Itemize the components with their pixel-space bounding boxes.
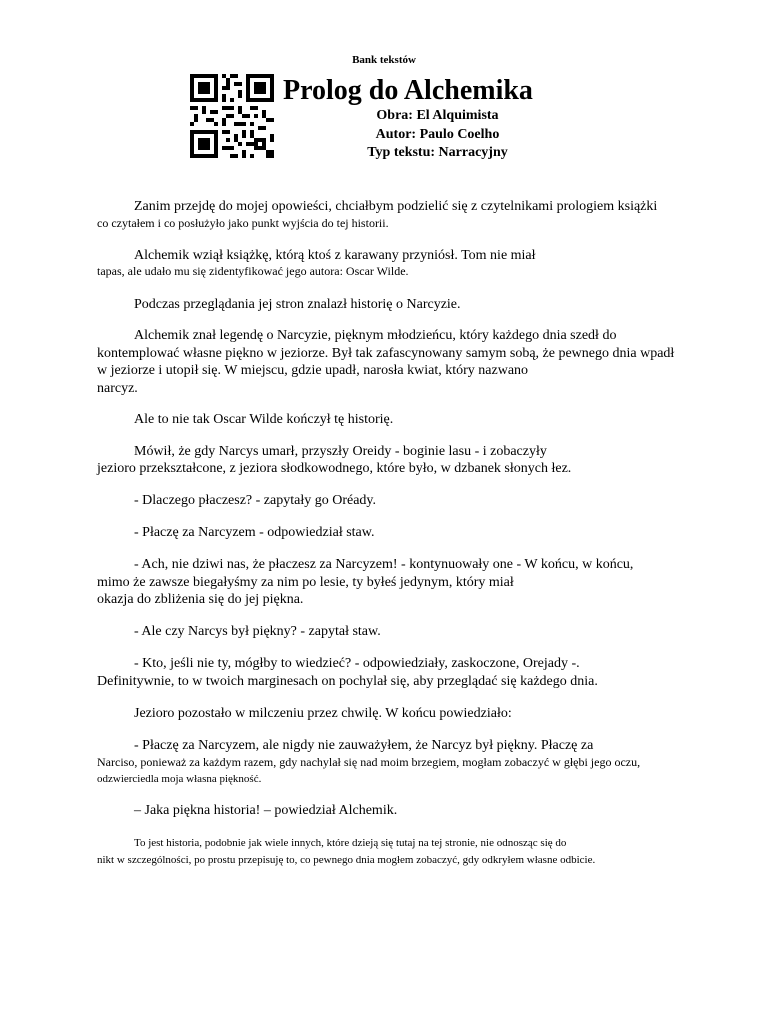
text-line: okazja do zbliżenia się do jej piękna. bbox=[97, 592, 304, 607]
text-line: kontemplować własne piękno w jeziorze. Był tak zafascynowany samym sobą, że pewnego dnia wpadł bbox=[97, 346, 675, 361]
text-line: – Jaka piękna historia! – powiedział Alchemik. bbox=[134, 803, 398, 818]
text-line: Zanim przejdę do mojej opowieści, chciałbym podzielić się z czytelnikami prologiem książki bbox=[134, 199, 658, 214]
text-line: - Ale czy Narcys był piękny? - zapytał staw. bbox=[134, 624, 381, 639]
text-line: - Dlaczego płaczesz? - zapytały go Oréady. bbox=[134, 493, 377, 508]
text-line: co czytałem i co posłużyło jako punkt wyjścia do tej historii. bbox=[97, 216, 389, 230]
text-line: - Płaczę za Narcyzem - odpowiedział staw. bbox=[134, 525, 375, 540]
text-line: mimo że zawsze biegałyśmy za nim po lesie, ty byłeś jedynym, który miał bbox=[97, 575, 514, 590]
text-line: Alchemik znał legendę o Narcyzie, pięknym młodzieńcu, który każdego dnia szedł do bbox=[134, 328, 617, 343]
text-line: narcyz. bbox=[97, 381, 138, 396]
text-line: Jezioro pozostało w milczeniu przez chwilę. W końcu powiedziało: bbox=[134, 706, 512, 721]
text-line: jezioro przekształcone, z jeziora słodkowodnego, które było, w dzbanek słonych łez. bbox=[97, 461, 572, 476]
text-line: - Kto, jeśli nie ty, mógłby to wiedzieć? - odpowiedziały, zaskoczone, Orejady -. bbox=[134, 656, 580, 671]
text-line: Definitywnie, to w twoich marginesach on pochylał się, aby przeglądać się każdego dnia. bbox=[97, 674, 598, 689]
text-type-label: Typ tekstu: Narracyjny bbox=[367, 145, 508, 160]
text-bank-label: Bank tekstów bbox=[352, 54, 416, 66]
text-line: - Ach, nie dziwi nas, że płaczesz za Narcyzem! - kontynuowały one - W końcu, w końcu, bbox=[134, 557, 634, 572]
text-line: Podczas przeglądania jej stron znalazł historię o Narcyzie. bbox=[134, 297, 461, 312]
text-line: - Płaczę za Narcyzem, ale nigdy nie zauważyłem, że Narcyz był piękny. Płaczę za bbox=[134, 738, 594, 753]
text-line: Ale to nie tak Oscar Wilde kończył tę historię. bbox=[134, 412, 394, 427]
text-line: w jeziorze i utopił się. W miejscu, gdzie upadł, narosła kwiat, który nazwano bbox=[97, 363, 529, 378]
text-line: tapas, ale udało mu się zidentyfikować jego autora: Oscar Wilde. bbox=[97, 264, 409, 278]
text-line: Alchemik wziął książkę, którą ktoś z karawany przyniósł. Tom nie miał bbox=[134, 248, 536, 263]
text-line: Mówił, że gdy Narcys umarł, przyszły Oreidy - boginie lasu - i zobaczyły bbox=[134, 444, 547, 459]
text-line: odzwierciedla moja własna piękność. bbox=[97, 773, 262, 785]
page-title: Prolog do Alchemika bbox=[283, 75, 533, 106]
text-line: nikt w szczególności, po prostu przepisuję to, co pewnego dnia mogłem zobaczyć, gdy odkryłem własne odbicie. bbox=[97, 854, 596, 866]
text-line: To jest historia, podobnie jak wiele innych, które dzieją się tutaj na tej stronie, nie odnosząc się do bbox=[134, 837, 567, 849]
text-line: Narciso, ponieważ za każdym razem, gdy nachylał się nad moim brzegiem, mogłam zobaczyć w głębi jego oczu, bbox=[97, 755, 641, 769]
work-label: Obra: El Alquimista bbox=[376, 108, 499, 123]
qr-code-icon bbox=[190, 74, 274, 158]
author-label: Autor: Paulo Coelho bbox=[375, 127, 500, 142]
